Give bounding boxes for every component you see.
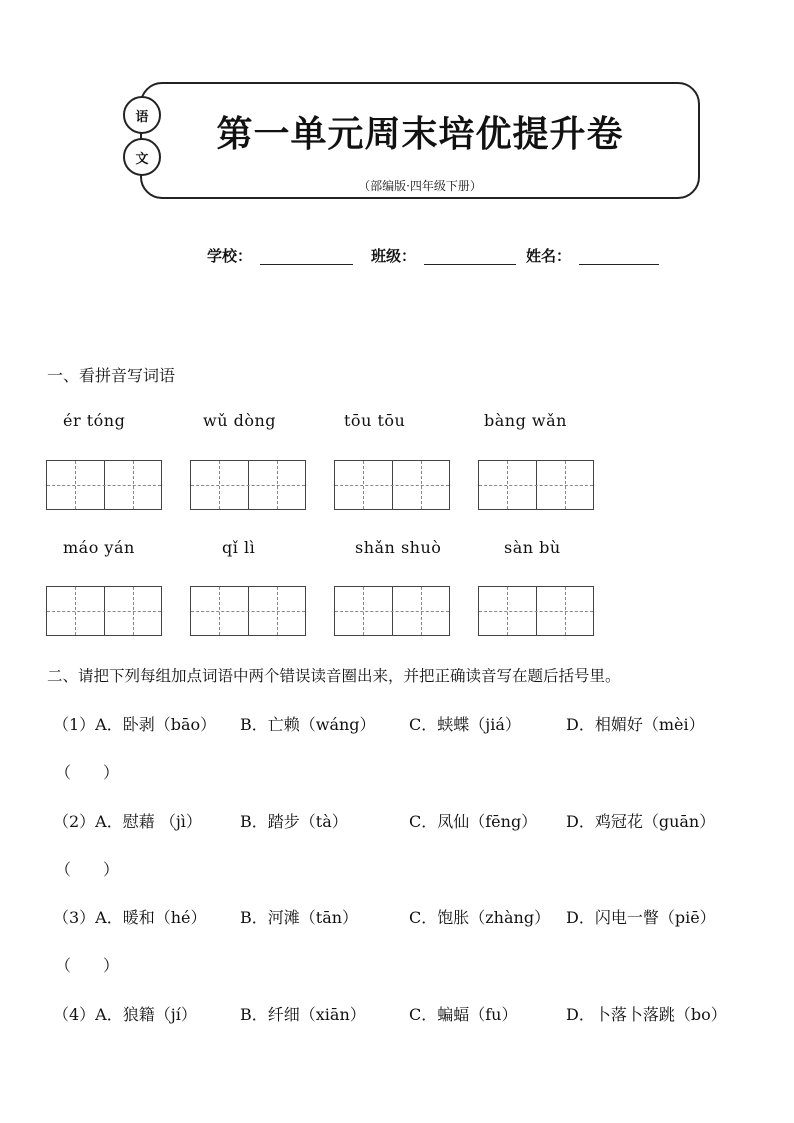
writing-grid[interactable] — [46, 586, 162, 636]
name-field[interactable] — [579, 264, 659, 265]
pinyin-label: ér tóng — [63, 411, 126, 430]
writing-grid[interactable] — [190, 586, 306, 636]
option-c: C．蛱蝶（jiá） — [409, 715, 521, 734]
writing-grid[interactable] — [334, 586, 450, 636]
option-a: （3）A．暖和（hé） — [53, 908, 207, 927]
option-b: B．纤细（xiān） — [240, 1005, 366, 1024]
answer-blank[interactable]: （ ） — [55, 763, 120, 782]
section-2-heading: 二、请把下列每组加点词语中两个错误读音圈出来，并把正确读音写在题后括号里。 — [47, 667, 621, 685]
class-label: 班级： — [371, 247, 417, 265]
option-d: D．卜落卜落跳（bo） — [566, 1005, 727, 1024]
writing-grid[interactable] — [46, 460, 162, 510]
pinyin-label: qǐ lì — [222, 538, 256, 557]
writing-grid[interactable] — [478, 586, 594, 636]
name-label: 姓名： — [526, 247, 572, 265]
school-label: 学校： — [207, 247, 253, 265]
pinyin-label: bàng wǎn — [484, 411, 567, 430]
option-a: （2）A．慰藉 （jì） — [53, 812, 202, 831]
option-d: D．相媚好（mèi） — [566, 715, 705, 734]
class-field[interactable] — [424, 264, 516, 265]
subject-char: 语 — [135, 109, 149, 125]
pinyin-label: sàn bù — [504, 538, 561, 557]
answer-blank[interactable]: （ ） — [55, 956, 120, 975]
answer-blank[interactable]: （ ） — [55, 860, 120, 879]
section-1-heading: 一、看拼音写词语 — [47, 366, 176, 385]
pinyin-label: wǔ dòng — [203, 411, 277, 430]
option-b: B．踏步（tà） — [240, 812, 348, 831]
option-c: C．蝙蝠（fu） — [409, 1005, 518, 1024]
writing-grid[interactable] — [334, 460, 450, 510]
subject-badge-bottom — [123, 138, 161, 176]
pinyin-label: tōu tōu — [344, 411, 406, 430]
option-c: C．饱胀（zhàng） — [409, 908, 551, 927]
option-b: B．河滩（tān） — [240, 908, 359, 927]
subject-badge-top — [123, 96, 161, 134]
school-field[interactable] — [260, 264, 353, 265]
option-b: B．亡赖（wáng） — [240, 715, 376, 734]
page-title: 第一单元周末培优提升卷 — [216, 114, 624, 155]
option-a: （1）A．卧剥（bāo） — [53, 715, 217, 734]
subject-char: 文 — [135, 151, 149, 167]
writing-grid[interactable] — [478, 460, 594, 510]
option-d: D．鸡冠花（guān） — [566, 812, 716, 831]
option-d: D．闪电一瞥（piē） — [566, 908, 716, 927]
option-a: （4）A．狼籍（jí） — [53, 1005, 197, 1024]
option-c: C．凤仙（fēng） — [409, 812, 538, 831]
pinyin-label: shǎn shuò — [355, 538, 442, 557]
pinyin-label: máo yán — [63, 538, 135, 557]
edition-subtitle: （部编版·四年级下册） — [358, 179, 482, 193]
writing-grid[interactable] — [190, 460, 306, 510]
